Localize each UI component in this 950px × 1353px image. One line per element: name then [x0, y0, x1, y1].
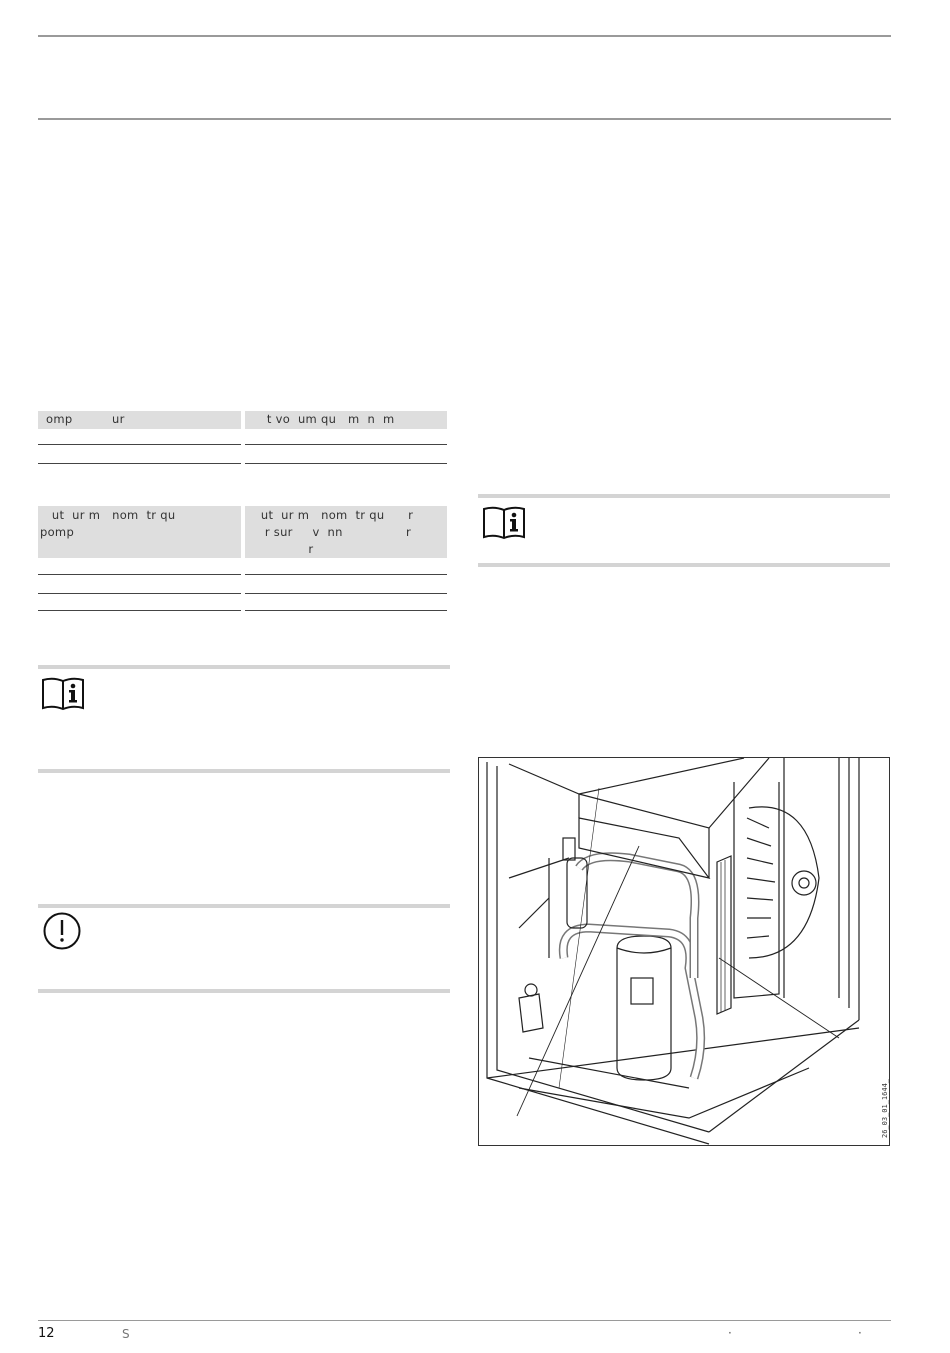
- footer-rule: [38, 1320, 891, 1321]
- table-2-header-left: [38, 506, 241, 558]
- table-2-row-line: [245, 610, 447, 611]
- header-top-rule: [38, 35, 891, 37]
- info-box-left-top-bar: [38, 665, 450, 669]
- table-2-row-line: [38, 574, 241, 575]
- table-1-header-left-text: omp ur: [46, 412, 125, 426]
- table-1-header-right: [245, 411, 447, 429]
- info-box-left-bottom-bar: [38, 769, 450, 773]
- table-1-row-line: [245, 463, 447, 464]
- table-1-header-right-text: t vo um qu m n m: [251, 412, 395, 426]
- footer-section-letter: S: [122, 1327, 130, 1341]
- table-2-header-left-line: ut ur m nom tr qu: [40, 508, 176, 522]
- figure-code: 26_03_01_1644_: [881, 1078, 889, 1138]
- table-2-header-right-line: r: [249, 542, 314, 556]
- table-1-row-line: [38, 444, 241, 445]
- table-2-row-line: [38, 593, 241, 594]
- header-bottom-rule: [38, 118, 891, 120]
- table-1-row-line: [38, 463, 241, 464]
- table-2-row-line: [245, 593, 447, 594]
- page-number: 12: [38, 1326, 55, 1341]
- footer-dot: ·: [858, 1326, 862, 1340]
- warning-box-top-bar: [38, 904, 450, 908]
- table-2-header-right-line: r sur v nn r: [249, 525, 412, 539]
- table-2-header-right: [245, 506, 447, 558]
- warning-box-bottom-bar: [38, 989, 450, 993]
- table-1-row-line: [245, 444, 447, 445]
- table-2-header-right-line: ut ur m nom tr qu r: [249, 508, 414, 522]
- info-manual-icon: [40, 676, 86, 712]
- info-box-right-top-bar: [478, 494, 890, 498]
- table-2-header-left-line: pomp: [40, 525, 75, 539]
- table-2-row-line: [38, 610, 241, 611]
- table-2-row-line: [245, 574, 447, 575]
- footer-dot: ·: [728, 1326, 732, 1340]
- table-1-header-left: [38, 411, 241, 429]
- exclamation-circle-icon: [42, 911, 82, 951]
- info-manual-icon: [481, 505, 527, 541]
- info-box-right-bottom-bar: [478, 563, 890, 567]
- unit-interior-figure: [478, 757, 890, 1146]
- heat-pump-interior-drawing: [479, 758, 889, 1145]
